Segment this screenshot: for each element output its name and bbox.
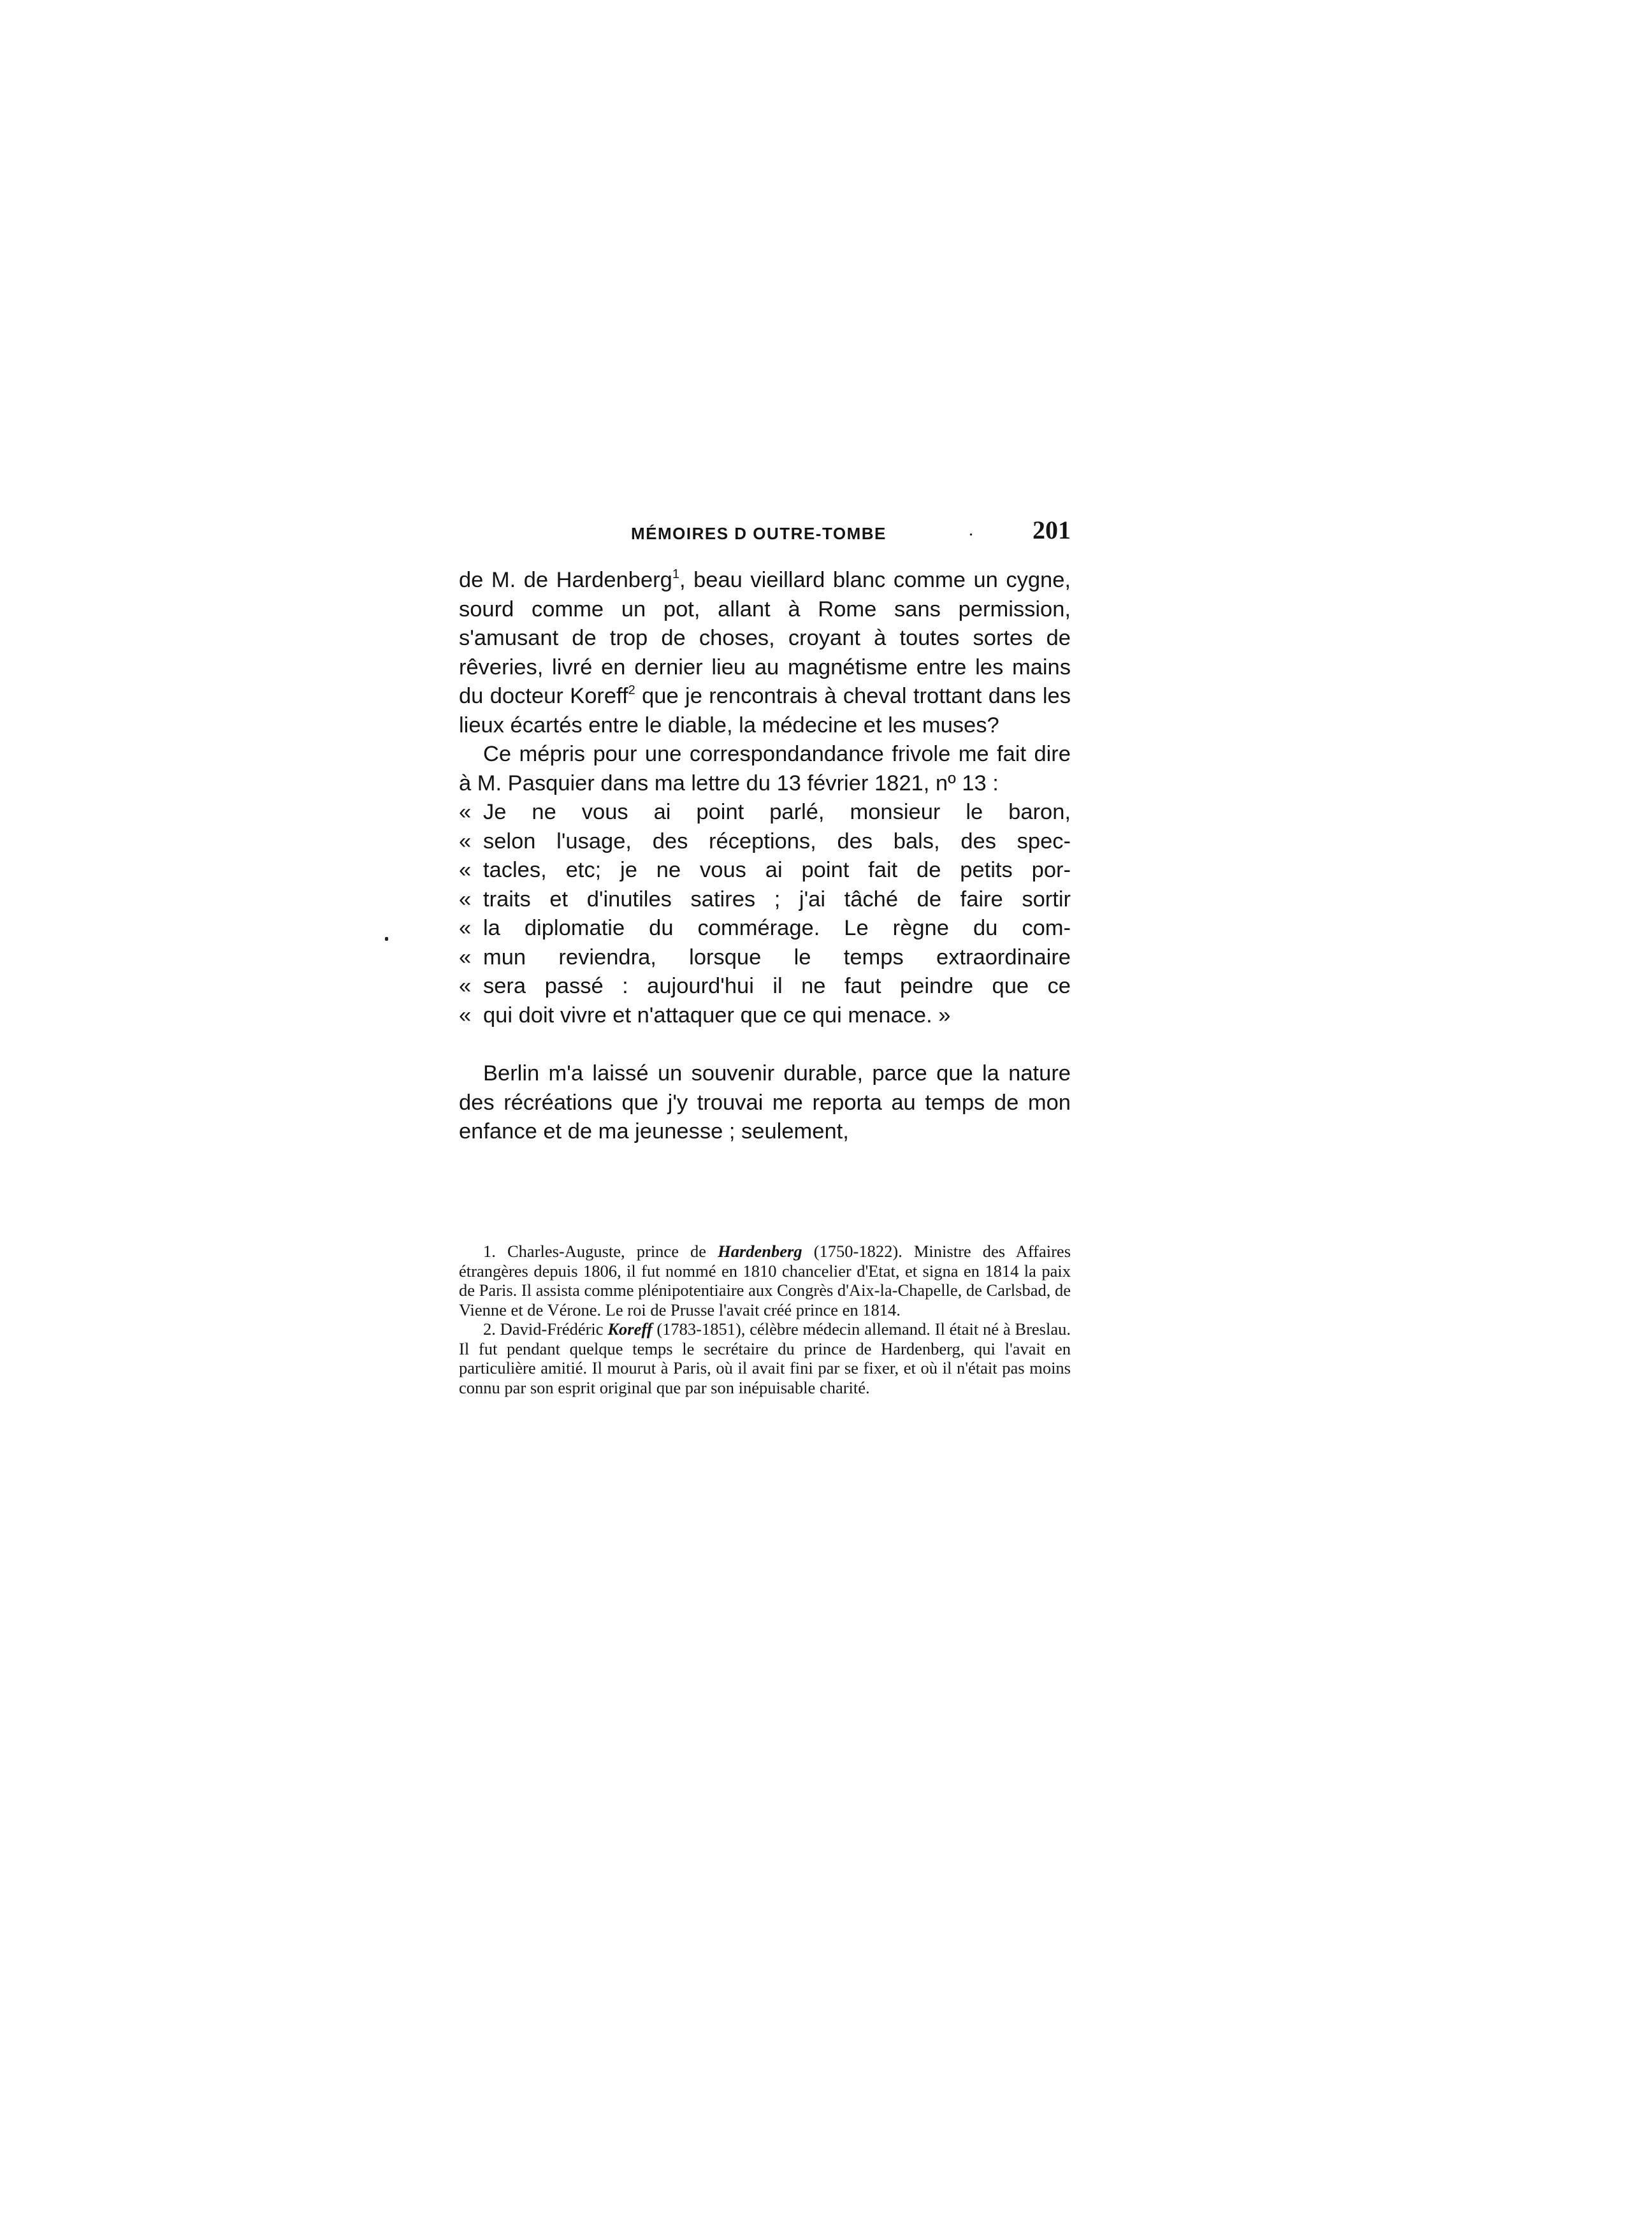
footnotes xyxy=(459,1242,1071,1397)
quote-line xyxy=(459,1001,1071,1031)
quote-mark: « xyxy=(459,1003,472,1027)
quote-line-text: traits et d'inutiles satires ; j'ai tâché de faire sortir xyxy=(483,887,1071,911)
paragraph-3: Berlin m'a laissé un souvenir durable, parce que la nature des récréations que j'y trouvai me reporta au temps de mon enfance et de ma jeunesse ; seulement, xyxy=(459,1061,1071,1143)
paragraph-2: Ce mépris pour une correspondandance frivole me fait dire à M. Pasquier dans ma lettre du 13 février 1821, nº 13 : xyxy=(459,742,1071,795)
footnote-ref-1: 1 xyxy=(672,567,679,581)
footnote-2-before: 2. David-Frédéric xyxy=(483,1319,608,1339)
footnote-ref-2: 2 xyxy=(628,683,635,697)
quote-line xyxy=(459,943,1071,973)
margin-speck xyxy=(385,937,388,941)
quote-line-text: qui doit vivre et n'attaquer que ce qui menace. » xyxy=(483,1003,951,1027)
quote-line-text: Je ne vous ai point parlé, monsieur le baron, xyxy=(483,800,1071,824)
quote-mark: « xyxy=(459,800,472,824)
quote-line xyxy=(459,827,1071,857)
quote-mark: « xyxy=(459,945,472,969)
body-text xyxy=(459,566,1071,1147)
quote-line xyxy=(459,856,1071,885)
paragraph-1 xyxy=(459,566,1071,740)
quote-line-text: selon l'usage, des réceptions, des bals, des spec- xyxy=(483,829,1071,853)
quote-mark: « xyxy=(459,858,472,882)
quote-line xyxy=(459,885,1071,915)
quote-mark: « xyxy=(459,916,472,940)
footnote-1-after: (1750-1822). Ministre des Affaires étrangères depuis 1806, il fut nommé en 1810 chancelier d'Etat, et signa en 1814 la paix de Paris. Il assista comme plénipotentiaire aux Congrès d'Aix-la-Chapelle, de Carlsbad, de Vienne et de Vérone. Le roi de Prusse l'avait créé prince en 1814. xyxy=(459,1242,1071,1319)
header-dot: . xyxy=(969,520,973,540)
footnote-1-name: Hardenberg xyxy=(718,1242,802,1261)
book-page xyxy=(459,510,1071,1530)
quote-line-text: sera passé : aujourd'hui il ne faut peindre que ce xyxy=(483,974,1071,998)
quote-line-text: tacles, etc; je ne vous ai point fait de petits por- xyxy=(483,858,1071,882)
quote-line-text: la diplomatie du commérage. Le règne du com- xyxy=(483,916,1071,940)
quote-mark: « xyxy=(459,829,472,853)
footnote-1-before: 1. Charles-Auguste, prince de xyxy=(483,1242,718,1261)
quote-mark: « xyxy=(459,974,472,998)
letter-quote xyxy=(459,798,1071,1030)
paragraph-1-part-2: , beau vieillard blanc comme un cygne, sourd comme un pot, allant à Rome sans permission, s'amusant de trop de choses, croyant à toutes sortes de rêveries, livré en dernier lieu au magnétisme entre les mains du docteur Koreff xyxy=(459,568,1071,708)
footnote-2-after: (1783-1851), célèbre médecin allemand. Il était né à Breslau. Il fut pendant quelque temps le secrétaire du prince de Hardenberg, qui l'avait en particulière amitié. Il mourut à Paris, où il avait fini par se fixer, et où il n'était pas moins connu par son esprit original que par son inépuisable charité. xyxy=(459,1319,1071,1397)
running-header-title: MÉMOIRES D OUTRE-TOMBE xyxy=(631,524,887,543)
footnote-2-name: Koreff xyxy=(607,1319,653,1339)
quote-mark: « xyxy=(459,887,472,911)
page-number: 201 xyxy=(1032,516,1071,544)
footnote-2 xyxy=(459,1319,1071,1397)
paragraph-1-part-3: que je rencontrais à cheval trottant dans les lieux écartés entre le diable, la médecine et les muses? xyxy=(459,684,1071,737)
quote-line xyxy=(459,798,1071,827)
quote-line xyxy=(459,914,1071,943)
running-header xyxy=(459,510,1071,548)
footnote-1 xyxy=(459,1242,1071,1319)
quote-line-text: mun reviendra, lorsque le temps extraordinaire xyxy=(483,945,1071,969)
quote-line xyxy=(459,972,1071,1001)
paragraph-1-part-1: de M. de Hardenberg xyxy=(459,568,672,592)
